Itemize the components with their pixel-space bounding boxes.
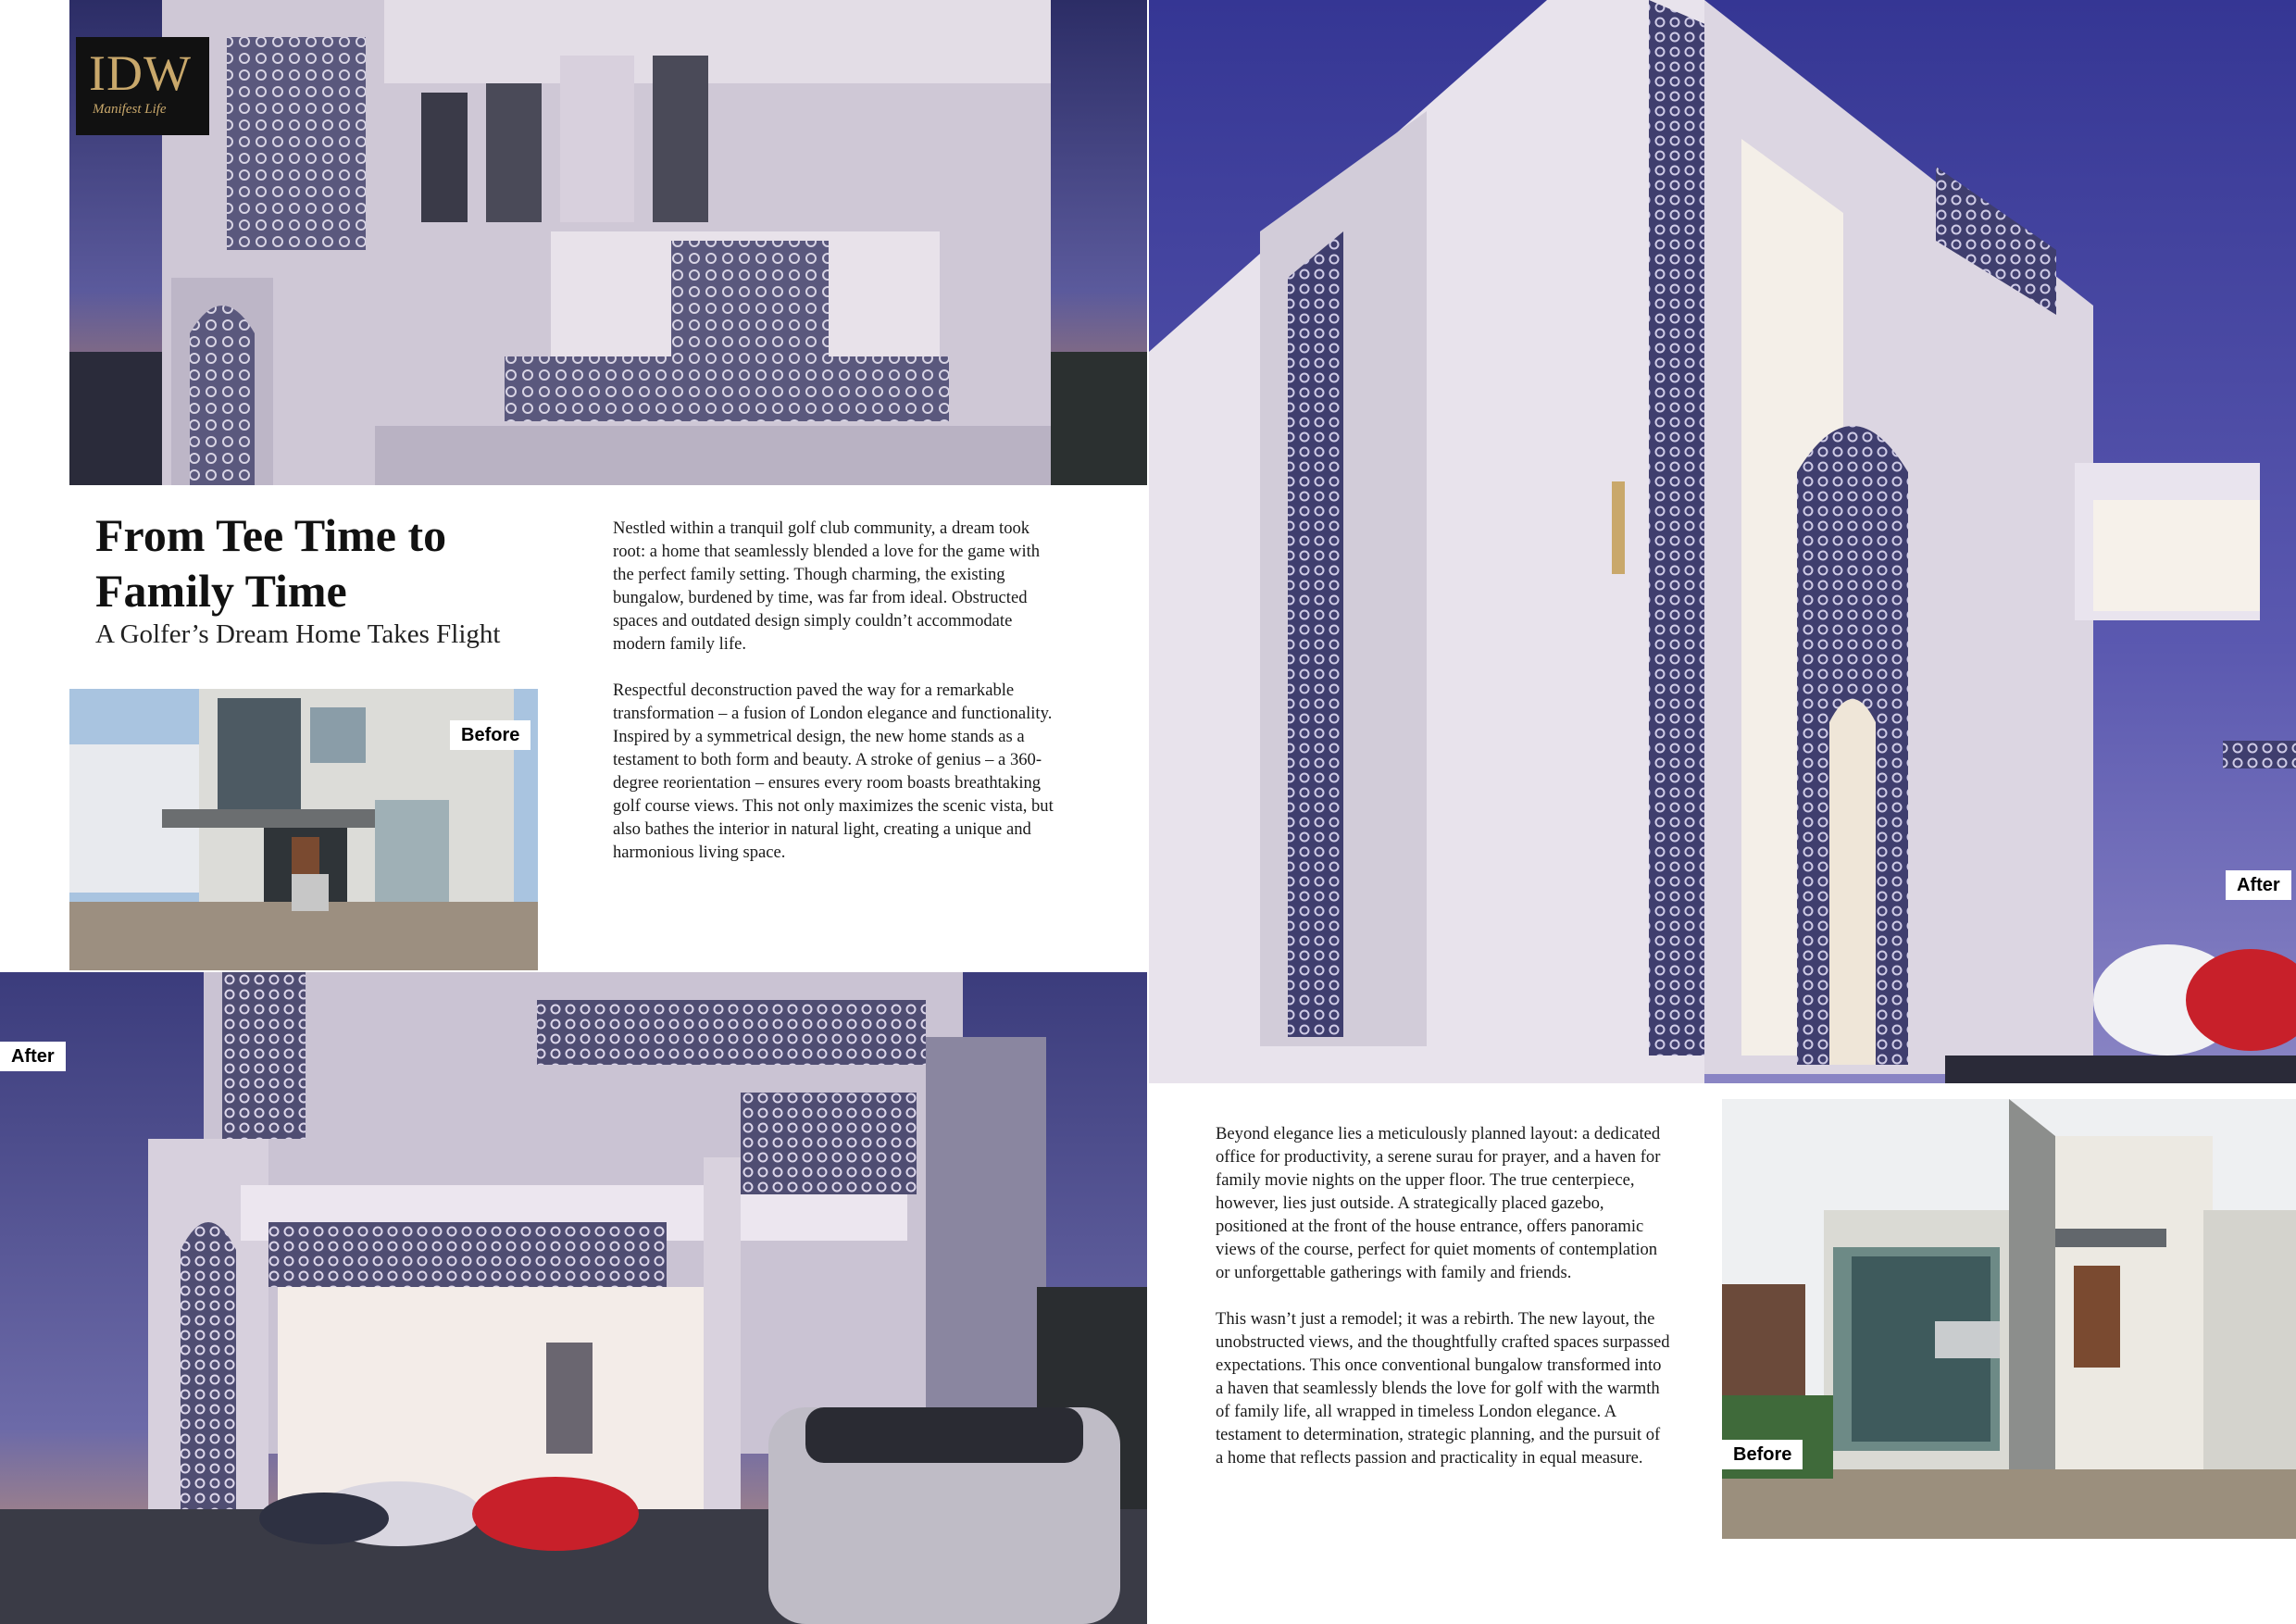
article-subtitle: A Golfer’s Dream Home Takes Flight — [95, 619, 501, 649]
after-label-left: After — [0, 1042, 66, 1071]
idw-logo — [76, 37, 209, 135]
before-photo-bottom-right — [1722, 1099, 2296, 1539]
article-title-line2: Family Time — [95, 565, 347, 617]
logo-wordmark: IDW — [89, 45, 192, 101]
before-label-top: Before — [450, 720, 530, 750]
hero-photo-top-left — [69, 0, 1147, 485]
before-label-bottom: Before — [1722, 1440, 1803, 1469]
after-photo-right-large — [1149, 0, 2296, 1083]
after-photo-bottom-left — [0, 972, 1147, 1624]
column1-paragraph-2: Respectful deconstruction paved the way for a remarkable transformation – a fusion of London elegance and functionality. Inspired by a symmetrical design, the new home stands as a testament to both form and beauty. A stroke of genius – a 360-degree reorientation – ensures every room boasts breathtaking golf course views. This not only maximizes the scenic vista, but also bathes the interior in natural light, creating a unique and harmonious living space. — [613, 681, 1054, 862]
article-title-line1: From Tee Time to — [95, 509, 447, 561]
after-label-right: After — [2226, 870, 2291, 900]
article-title-block — [95, 507, 577, 650]
column2-paragraph-2: This wasn’t just a remodel; it was a rebirth. The new layout, the unobstructed views, and the thoughtfully crafted spaces surpassed expectations. This once conventional bungalow transformed into a haven that seamlessly blends the love for golf with the warmth of family life, all wrapped in timeless London elegance. A testament to determination, strategic planning, and the pursuit of a home that reflects passion and practicality in equal measure. — [1216, 1309, 1670, 1468]
column2-paragraph-1: Beyond elegance lies a meticulously planned layout: a dedicated office for productivity, a serene surau for prayer, and a haven for family movie nights on the upper floor. The true centerpiece, however, lies just outside. A strategically placed gazebo, positioned at the front of the house entrance, offers panoramic views of the course, perfect for quiet moments of contemplation or unforgettable gatherings with family and friends. — [1216, 1124, 1661, 1282]
column1-paragraph-1: Nestled within a tranquil golf club community, a dream took root: a home that seamlessly blended a love for the game with the perfect family setting. Though charming, the existing bungalow, burdened by time, was far from ideal. Obstructed spaces and outdated design simply couldn’t accommodate modern family life. — [613, 518, 1041, 654]
body-column-2 — [1216, 1122, 1671, 1493]
body-column-1 — [613, 517, 1057, 887]
logo-tagline: Manifest Life — [93, 102, 167, 117]
